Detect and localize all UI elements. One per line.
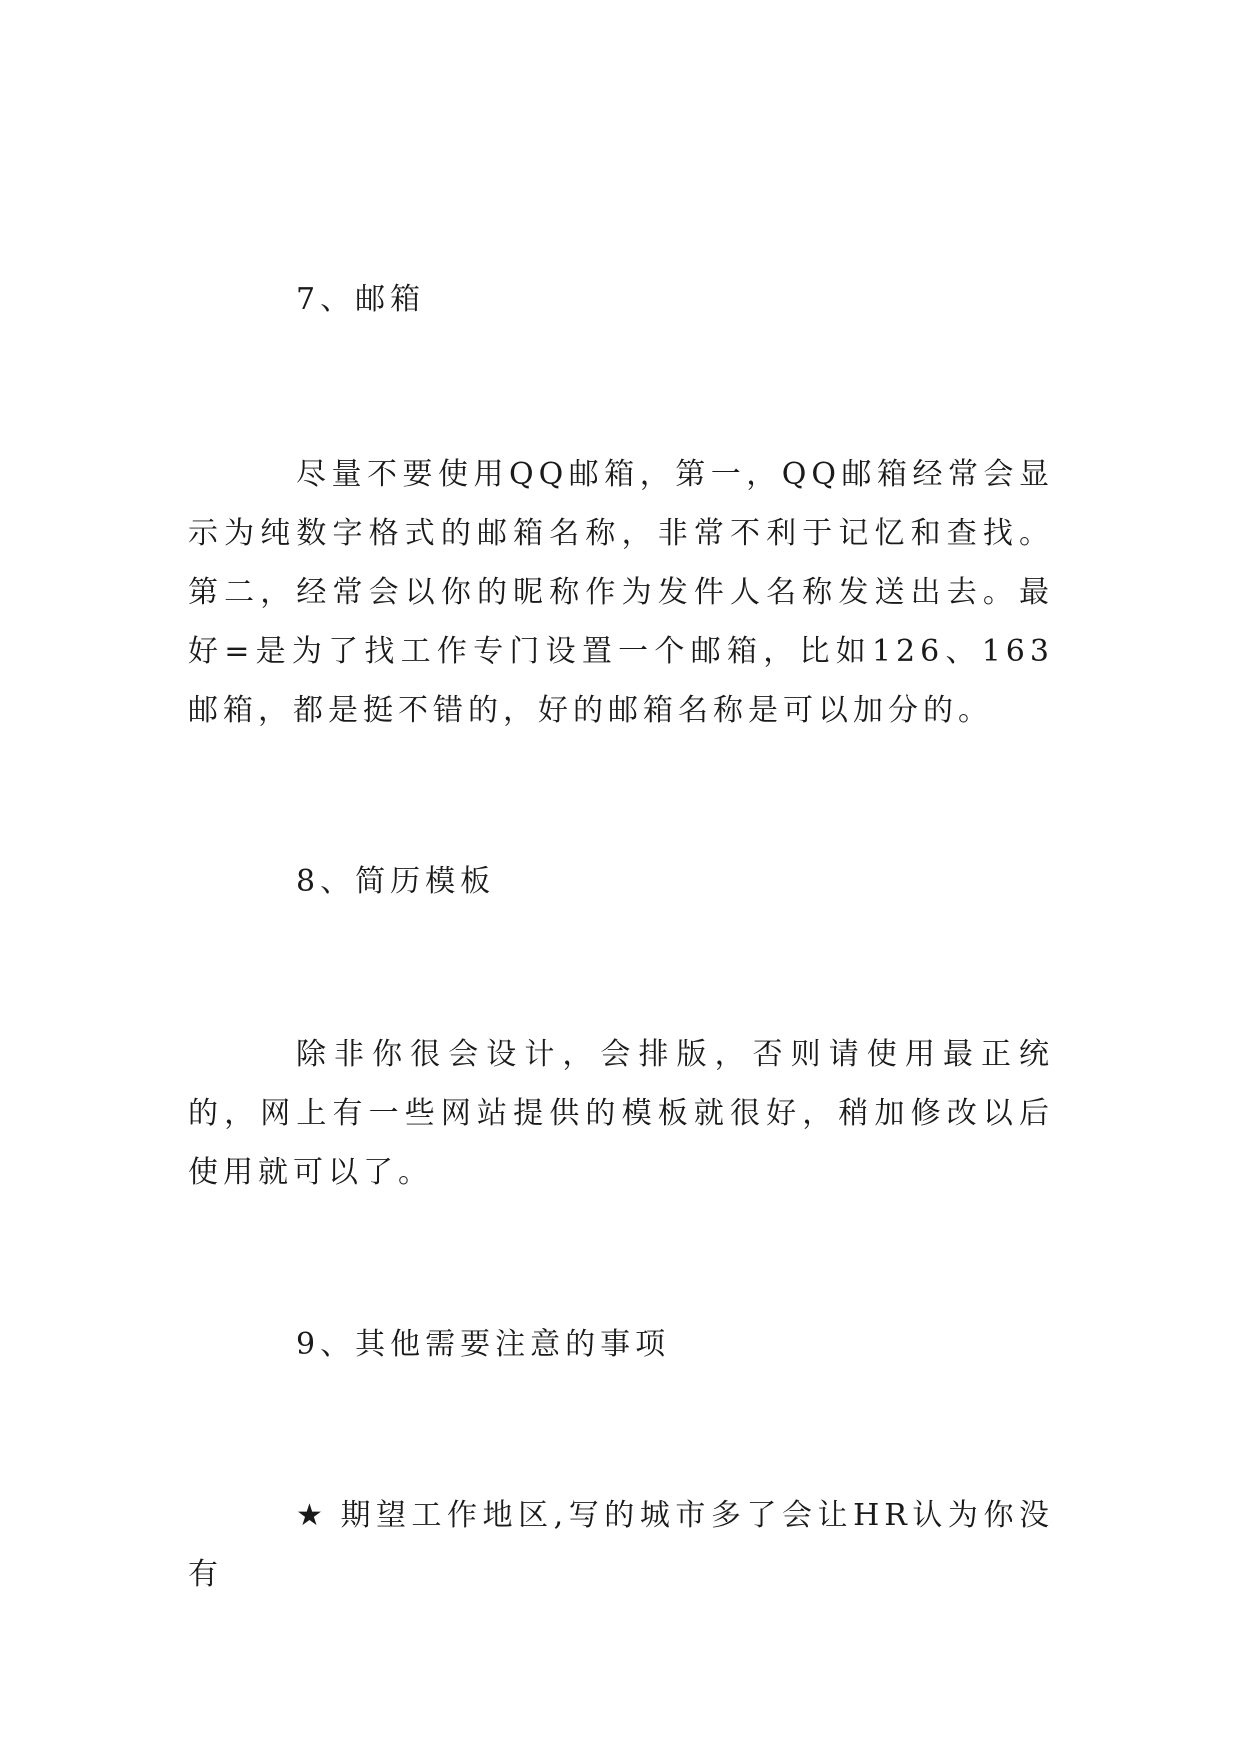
section-paragraph-other-notes (188, 1486, 1054, 1604)
section-paragraph-mailbox: 尽量不要使用QQ邮箱，第一，QQ邮箱经常会显示为纯数字格式的邮箱名称，非常不利于记忆和查找。第二，经常会以你的昵称作为发件人名称发送出去。最好=是为了找工作专门设置一个邮箱，比如126、163邮箱，都是挺不错的，好的邮箱名称是可以加分的。 (188, 457, 1054, 728)
section-paragraph-resume-template: 除非你很会设计，会排版，否则请使用最正统的，网上有一些网站提供的模板就很好，稍加修改以后使用就可以了。 (188, 1037, 1054, 1190)
section-heading-other-notes: 9、其他需要注意的事项 (296, 1327, 671, 1362)
star-bullet-icon: ★ (296, 1498, 329, 1533)
bullet-text: 期望工作地区,写的城市多了会让HR认为你没有 (188, 1498, 1054, 1592)
section-heading-mailbox: 7、邮箱 (296, 282, 426, 317)
section-heading-resume-template: 8、简历模板 (296, 864, 496, 899)
